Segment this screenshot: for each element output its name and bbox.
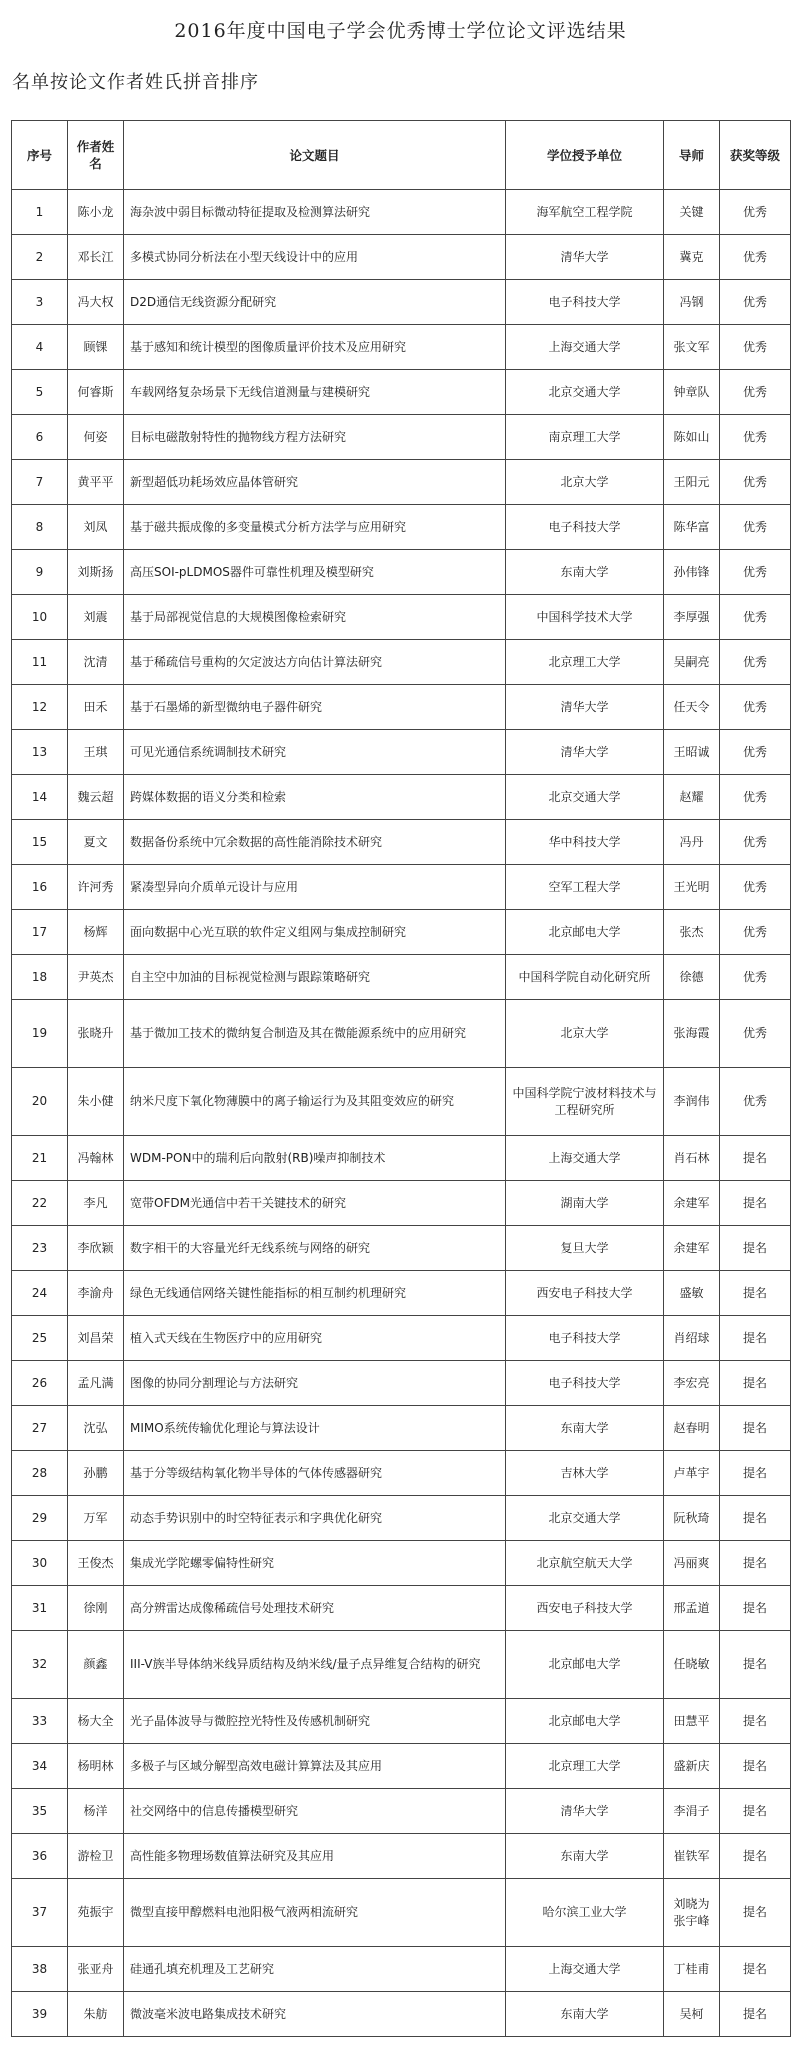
cell-advisor: 陈华富	[664, 505, 720, 550]
cell-author: 朱小健	[68, 1068, 124, 1136]
cell-award: 优秀	[720, 820, 791, 865]
page-subtitle: 名单按论文作者姓氏拼音排序	[12, 72, 259, 93]
cell-advisor: 孙伟锋	[664, 550, 720, 595]
cell-unit: 湖南大学	[506, 1181, 664, 1226]
cell-title: MIMO系统传输优化理论与算法设计	[124, 1406, 506, 1451]
cell-advisor: 盛新庆	[664, 1744, 720, 1789]
table-row	[12, 1789, 791, 1834]
cell-advisor: 冯丽爽	[664, 1541, 720, 1586]
table-row	[12, 1699, 791, 1744]
table-row	[12, 1451, 791, 1496]
cell-no: 13	[12, 730, 68, 775]
cell-author: 李凡	[68, 1181, 124, 1226]
table-row	[12, 1068, 791, 1136]
cell-award: 提名	[720, 1631, 791, 1699]
header-advisor: 导师	[664, 121, 720, 190]
cell-author: 李欣颖	[68, 1226, 124, 1271]
cell-title: 数字相干的大容量光纤无线系统与网络的研究	[124, 1226, 506, 1271]
cell-award: 提名	[720, 1879, 791, 1947]
table-row	[12, 1136, 791, 1181]
table-row	[12, 685, 791, 730]
cell-advisor: 余建军	[664, 1181, 720, 1226]
cell-unit: 清华大学	[506, 730, 664, 775]
header-unit: 学位授予单位	[506, 121, 664, 190]
cell-title: 车载网络复杂场景下无线信道测量与建模研究	[124, 370, 506, 415]
cell-author: 朱舫	[68, 1992, 124, 2037]
cell-author: 杨辉	[68, 910, 124, 955]
cell-author: 沈弘	[68, 1406, 124, 1451]
cell-advisor: 王昭诚	[664, 730, 720, 775]
table-row	[12, 280, 791, 325]
cell-award: 提名	[720, 1699, 791, 1744]
cell-unit: 北京邮电大学	[506, 910, 664, 955]
cell-advisor: 崔铁军	[664, 1834, 720, 1879]
cell-title: 基于石墨烯的新型微纳电子器件研究	[124, 685, 506, 730]
cell-unit: 吉林大学	[506, 1451, 664, 1496]
cell-unit: 西安电子科技大学	[506, 1586, 664, 1631]
cell-unit: 哈尔滨工业大学	[506, 1879, 664, 1947]
cell-advisor: 关键	[664, 190, 720, 235]
table-row	[12, 1947, 791, 1992]
cell-unit: 清华大学	[506, 1789, 664, 1834]
cell-award: 提名	[720, 1406, 791, 1451]
cell-award: 提名	[720, 1451, 791, 1496]
cell-no: 18	[12, 955, 68, 1000]
cell-title: 绿色无线通信网络关键性能指标的相互制约机理研究	[124, 1271, 506, 1316]
cell-author: 刘昌荣	[68, 1316, 124, 1361]
cell-advisor: 肖石林	[664, 1136, 720, 1181]
cell-author: 尹英杰	[68, 955, 124, 1000]
cell-no: 17	[12, 910, 68, 955]
cell-advisor: 卢革宇	[664, 1451, 720, 1496]
cell-no: 20	[12, 1068, 68, 1136]
cell-advisor: 李润伟	[664, 1068, 720, 1136]
table-row	[12, 370, 791, 415]
cell-no: 10	[12, 595, 68, 640]
cell-author: 田禾	[68, 685, 124, 730]
cell-no: 7	[12, 460, 68, 505]
cell-no: 12	[12, 685, 68, 730]
cell-award: 优秀	[720, 235, 791, 280]
cell-award: 提名	[720, 1789, 791, 1834]
cell-author: 杨明林	[68, 1744, 124, 1789]
cell-title: 高性能多物理场数值算法研究及其应用	[124, 1834, 506, 1879]
cell-award: 优秀	[720, 865, 791, 910]
cell-unit: 北京邮电大学	[506, 1699, 664, 1744]
table-row	[12, 1496, 791, 1541]
cell-unit: 北京航空航天大学	[506, 1541, 664, 1586]
cell-unit: 北京交通大学	[506, 370, 664, 415]
table-row	[12, 325, 791, 370]
cell-award: 提名	[720, 1496, 791, 1541]
header-title: 论文题目	[124, 121, 506, 190]
cell-title: 数据备份系统中冗余数据的高性能消除技术研究	[124, 820, 506, 865]
cell-award: 提名	[720, 1586, 791, 1631]
cell-author: 黄平平	[68, 460, 124, 505]
cell-unit: 海军航空工程学院	[506, 190, 664, 235]
cell-award: 提名	[720, 1834, 791, 1879]
cell-no: 5	[12, 370, 68, 415]
table-row	[12, 1879, 791, 1947]
table-row	[12, 1834, 791, 1879]
table-row	[12, 505, 791, 550]
cell-unit: 空军工程大学	[506, 865, 664, 910]
table-row	[12, 1744, 791, 1789]
cell-title: 微波毫米波电路集成技术研究	[124, 1992, 506, 2037]
cell-award: 提名	[720, 1136, 791, 1181]
cell-no: 30	[12, 1541, 68, 1586]
cell-advisor: 田慧平	[664, 1699, 720, 1744]
cell-advisor: 阮秋琦	[664, 1496, 720, 1541]
cell-no: 26	[12, 1361, 68, 1406]
cell-award: 提名	[720, 1271, 791, 1316]
cell-title: 多模式协同分析法在小型天线设计中的应用	[124, 235, 506, 280]
table-row	[12, 1181, 791, 1226]
cell-advisor: 陈如山	[664, 415, 720, 460]
cell-award: 优秀	[720, 730, 791, 775]
header-no: 序号	[12, 121, 68, 190]
cell-author: 刘凤	[68, 505, 124, 550]
results-table	[11, 120, 791, 2037]
cell-no: 31	[12, 1586, 68, 1631]
cell-author: 刘斯扬	[68, 550, 124, 595]
cell-title: WDM-PON中的瑞利后向散射(RB)噪声抑制技术	[124, 1136, 506, 1181]
cell-unit: 东南大学	[506, 550, 664, 595]
cell-title: 多极子与区域分解型高效电磁计算算法及其应用	[124, 1744, 506, 1789]
cell-author: 杨大全	[68, 1699, 124, 1744]
cell-advisor: 肖绍球	[664, 1316, 720, 1361]
table-row	[12, 640, 791, 685]
cell-no: 2	[12, 235, 68, 280]
cell-unit: 清华大学	[506, 685, 664, 730]
cell-unit: 上海交通大学	[506, 1947, 664, 1992]
cell-award: 优秀	[720, 685, 791, 730]
page-title: 2016年度中国电子学会优秀博士学位论文评选结果	[174, 20, 627, 42]
table-row	[12, 460, 791, 505]
cell-advisor: 冀克	[664, 235, 720, 280]
cell-author: 冯大权	[68, 280, 124, 325]
cell-no: 23	[12, 1226, 68, 1271]
cell-unit: 中国科学院自动化研究所	[506, 955, 664, 1000]
cell-author: 何睿斯	[68, 370, 124, 415]
cell-award: 优秀	[720, 1068, 791, 1136]
cell-title: 基于微加工技术的微纳复合制造及其在微能源系统中的应用研究	[124, 1000, 506, 1068]
cell-unit: 上海交通大学	[506, 325, 664, 370]
cell-author: 陈小龙	[68, 190, 124, 235]
cell-no: 37	[12, 1879, 68, 1947]
cell-title: 基于局部视觉信息的大规模图像检索研究	[124, 595, 506, 640]
cell-advisor: 冯丹	[664, 820, 720, 865]
cell-no: 27	[12, 1406, 68, 1451]
table-header-row	[12, 121, 791, 190]
table-row	[12, 1000, 791, 1068]
cell-advisor: 李涓子	[664, 1789, 720, 1834]
cell-author: 杨洋	[68, 1789, 124, 1834]
table-row	[12, 1541, 791, 1586]
table-row	[12, 415, 791, 460]
cell-advisor: 刘晓为 张宇峰	[664, 1879, 720, 1947]
cell-award: 优秀	[720, 640, 791, 685]
cell-no: 39	[12, 1992, 68, 2037]
cell-no: 3	[12, 280, 68, 325]
cell-author: 刘震	[68, 595, 124, 640]
cell-author: 许河秀	[68, 865, 124, 910]
cell-unit: 上海交通大学	[506, 1136, 664, 1181]
cell-author: 孟凡满	[68, 1361, 124, 1406]
table-row	[12, 775, 791, 820]
cell-advisor: 丁桂甫	[664, 1947, 720, 1992]
cell-unit: 电子科技大学	[506, 1316, 664, 1361]
cell-title: 紧凑型异向介质单元设计与应用	[124, 865, 506, 910]
cell-title: 基于感知和统计模型的图像质量评价技术及应用研究	[124, 325, 506, 370]
cell-advisor: 王光明	[664, 865, 720, 910]
table-row	[12, 550, 791, 595]
cell-award: 优秀	[720, 910, 791, 955]
cell-award: 提名	[720, 1361, 791, 1406]
cell-unit: 西安电子科技大学	[506, 1271, 664, 1316]
table-row	[12, 910, 791, 955]
cell-author: 何姿	[68, 415, 124, 460]
cell-advisor: 吴柯	[664, 1992, 720, 2037]
cell-unit: 清华大学	[506, 235, 664, 280]
cell-award: 优秀	[720, 190, 791, 235]
cell-title: 硅通孔填充机理及工艺研究	[124, 1947, 506, 1992]
cell-title: 高分辨雷达成像稀疏信号处理技术研究	[124, 1586, 506, 1631]
cell-advisor: 邢孟道	[664, 1586, 720, 1631]
cell-author: 孙鹏	[68, 1451, 124, 1496]
table-row	[12, 955, 791, 1000]
cell-award: 提名	[720, 1744, 791, 1789]
cell-unit: 复旦大学	[506, 1226, 664, 1271]
cell-no: 33	[12, 1699, 68, 1744]
cell-award: 优秀	[720, 775, 791, 820]
cell-title: 高压SOI-pLDMOS器件可靠性机理及模型研究	[124, 550, 506, 595]
cell-unit: 北京交通大学	[506, 775, 664, 820]
cell-award: 提名	[720, 1181, 791, 1226]
header-author: 作者姓名	[68, 121, 124, 190]
cell-award: 提名	[720, 1226, 791, 1271]
cell-unit: 北京理工大学	[506, 1744, 664, 1789]
cell-title: 可见光通信系统调制技术研究	[124, 730, 506, 775]
cell-advisor: 任天令	[664, 685, 720, 730]
cell-author: 万军	[68, 1496, 124, 1541]
cell-advisor: 盛敏	[664, 1271, 720, 1316]
cell-author: 游检卫	[68, 1834, 124, 1879]
cell-no: 4	[12, 325, 68, 370]
table-row	[12, 235, 791, 280]
cell-title: 新型超低功耗场效应晶体管研究	[124, 460, 506, 505]
cell-unit: 中国科学院宁波材料技术与工程研究所	[506, 1068, 664, 1136]
cell-title: 自主空中加油的目标视觉检测与跟踪策略研究	[124, 955, 506, 1000]
cell-author: 夏文	[68, 820, 124, 865]
cell-title: 纳米尺度下氧化物薄膜中的离子输运行为及其阻变效应的研究	[124, 1068, 506, 1136]
table-row	[12, 1631, 791, 1699]
cell-author: 张亚舟	[68, 1947, 124, 1992]
cell-no: 11	[12, 640, 68, 685]
cell-unit: 北京理工大学	[506, 640, 664, 685]
cell-title: 海杂波中弱目标微动特征提取及检测算法研究	[124, 190, 506, 235]
cell-advisor: 钟章队	[664, 370, 720, 415]
cell-advisor: 张杰	[664, 910, 720, 955]
cell-unit: 电子科技大学	[506, 1361, 664, 1406]
cell-title: 基于分等级结构氧化物半导体的气体传感器研究	[124, 1451, 506, 1496]
cell-title: D2D通信无线资源分配研究	[124, 280, 506, 325]
cell-award: 提名	[720, 1541, 791, 1586]
cell-no: 1	[12, 190, 68, 235]
table-body	[12, 190, 791, 2037]
cell-no: 8	[12, 505, 68, 550]
cell-title: III-V族半导体纳米线异质结构及纳米线/量子点异维复合结构的研究	[124, 1631, 506, 1699]
cell-advisor: 王阳元	[664, 460, 720, 505]
cell-author: 颜鑫	[68, 1631, 124, 1699]
cell-no: 19	[12, 1000, 68, 1068]
cell-award: 优秀	[720, 325, 791, 370]
cell-author: 王俊杰	[68, 1541, 124, 1586]
cell-no: 25	[12, 1316, 68, 1361]
cell-no: 36	[12, 1834, 68, 1879]
table-row	[12, 730, 791, 775]
cell-unit: 北京邮电大学	[506, 1631, 664, 1699]
cell-advisor: 赵春明	[664, 1406, 720, 1451]
cell-award: 优秀	[720, 595, 791, 640]
cell-award: 提名	[720, 1947, 791, 1992]
cell-award: 优秀	[720, 280, 791, 325]
table-row	[12, 1226, 791, 1271]
cell-unit: 南京理工大学	[506, 415, 664, 460]
cell-author: 魏云超	[68, 775, 124, 820]
cell-no: 24	[12, 1271, 68, 1316]
cell-title: 基于磁共振成像的多变量模式分析方法学与应用研究	[124, 505, 506, 550]
cell-title: 面向数据中心光互联的软件定义组网与集成控制研究	[124, 910, 506, 955]
cell-author: 邓长江	[68, 235, 124, 280]
table-row	[12, 1271, 791, 1316]
cell-title: 微型直接甲醇燃料电池阳极气液两相流研究	[124, 1879, 506, 1947]
cell-unit: 东南大学	[506, 1992, 664, 2037]
cell-author: 徐刚	[68, 1586, 124, 1631]
cell-no: 14	[12, 775, 68, 820]
cell-award: 优秀	[720, 505, 791, 550]
table-row	[12, 595, 791, 640]
cell-unit: 北京交通大学	[506, 1496, 664, 1541]
cell-no: 38	[12, 1947, 68, 1992]
table-row	[12, 1361, 791, 1406]
cell-award: 优秀	[720, 460, 791, 505]
cell-no: 32	[12, 1631, 68, 1699]
table-row	[12, 820, 791, 865]
cell-award: 优秀	[720, 370, 791, 415]
cell-title: 宽带OFDM光通信中若干关键技术的研究	[124, 1181, 506, 1226]
cell-author: 顾锞	[68, 325, 124, 370]
cell-award: 优秀	[720, 955, 791, 1000]
cell-advisor: 张文军	[664, 325, 720, 370]
cell-author: 王琪	[68, 730, 124, 775]
cell-unit: 电子科技大学	[506, 505, 664, 550]
cell-title: 基于稀疏信号重构的欠定波达方向估计算法研究	[124, 640, 506, 685]
cell-author: 张晓升	[68, 1000, 124, 1068]
cell-author: 沈清	[68, 640, 124, 685]
cell-advisor: 吴嗣亮	[664, 640, 720, 685]
table-row	[12, 1406, 791, 1451]
cell-author: 李渝舟	[68, 1271, 124, 1316]
cell-advisor: 张海霞	[664, 1000, 720, 1068]
cell-title: 跨媒体数据的语义分类和检索	[124, 775, 506, 820]
cell-unit: 电子科技大学	[506, 280, 664, 325]
cell-title: 光子晶体波导与微腔控光特性及传感机制研究	[124, 1699, 506, 1744]
cell-no: 34	[12, 1744, 68, 1789]
cell-title: 集成光学陀螺零偏特性研究	[124, 1541, 506, 1586]
cell-no: 9	[12, 550, 68, 595]
cell-author: 冯翰林	[68, 1136, 124, 1181]
cell-advisor: 李宏亮	[664, 1361, 720, 1406]
cell-award: 优秀	[720, 550, 791, 595]
cell-title: 社交网络中的信息传播模型研究	[124, 1789, 506, 1834]
cell-award: 提名	[720, 1316, 791, 1361]
cell-advisor: 余建军	[664, 1226, 720, 1271]
table-row	[12, 1586, 791, 1631]
table-row	[12, 865, 791, 910]
cell-title: 植入式天线在生物医疗中的应用研究	[124, 1316, 506, 1361]
cell-award: 优秀	[720, 415, 791, 460]
cell-unit: 中国科学技术大学	[506, 595, 664, 640]
cell-unit: 东南大学	[506, 1406, 664, 1451]
table-row	[12, 1316, 791, 1361]
cell-no: 21	[12, 1136, 68, 1181]
header-award: 获奖等级	[720, 121, 791, 190]
cell-award: 提名	[720, 1992, 791, 2037]
cell-no: 28	[12, 1451, 68, 1496]
cell-unit: 东南大学	[506, 1834, 664, 1879]
cell-no: 29	[12, 1496, 68, 1541]
cell-award: 优秀	[720, 1000, 791, 1068]
cell-unit: 北京大学	[506, 1000, 664, 1068]
cell-author: 苑振宇	[68, 1879, 124, 1947]
cell-no: 35	[12, 1789, 68, 1834]
cell-no: 15	[12, 820, 68, 865]
cell-advisor: 李厚强	[664, 595, 720, 640]
cell-advisor: 冯钢	[664, 280, 720, 325]
cell-advisor: 徐德	[664, 955, 720, 1000]
cell-no: 6	[12, 415, 68, 460]
cell-unit: 华中科技大学	[506, 820, 664, 865]
cell-advisor: 任晓敏	[664, 1631, 720, 1699]
cell-no: 16	[12, 865, 68, 910]
cell-title: 目标电磁散射特性的抛物线方程方法研究	[124, 415, 506, 460]
table-row	[12, 1992, 791, 2037]
cell-title: 图像的协同分割理论与方法研究	[124, 1361, 506, 1406]
cell-title: 动态手势识别中的时空特征表示和字典优化研究	[124, 1496, 506, 1541]
cell-unit: 北京大学	[506, 460, 664, 505]
cell-no: 22	[12, 1181, 68, 1226]
table-row	[12, 190, 791, 235]
cell-advisor: 赵耀	[664, 775, 720, 820]
